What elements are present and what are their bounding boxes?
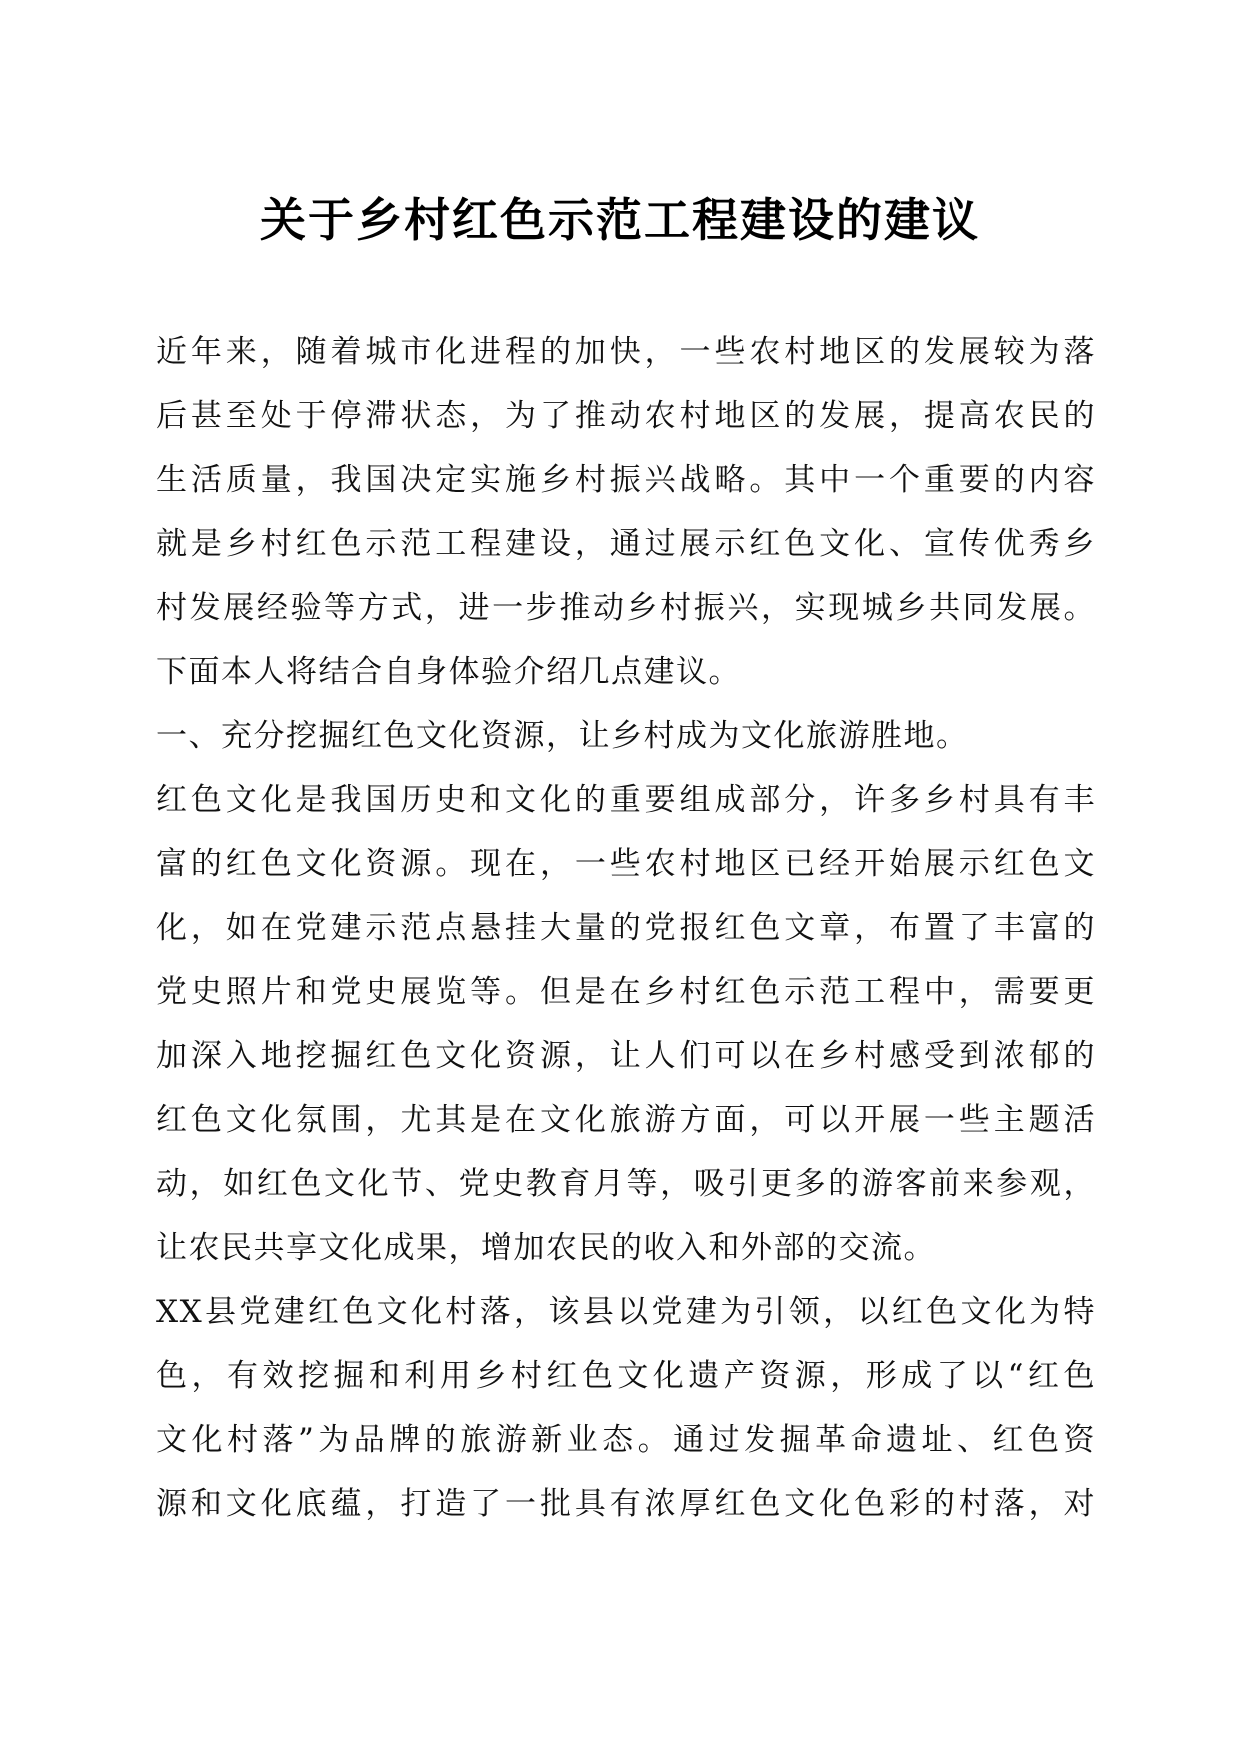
text-line: 文化村落”为品牌的旅游新业态。通过发掘革命遗址、红色资 <box>156 1422 1096 1458</box>
text-line: 红色文化是我国历史和文化的重要组成部分，许多乡村具有丰 <box>156 782 1096 818</box>
text-line: 村发展经验等方式，进一步推动乡村振兴，实现城乡共同发展。 <box>156 590 1096 626</box>
text-line: 后甚至处于停滞状态，为了推动农村地区的发展，提高农民的 <box>156 398 1096 434</box>
text-line: XX县党建红色文化村落，该县以党建为引领，以红色文化为特 <box>156 1294 1096 1330</box>
text-line: 让农民共享文化成果，增加农民的收入和外部的交流。 <box>156 1230 936 1266</box>
document-title: 关于乡村红色示范工程建设的建议 <box>260 193 980 247</box>
text-line: 加深入地挖掘红色文化资源，让人们可以在乡村感受到浓郁的 <box>156 1038 1096 1074</box>
text-line: 富的红色文化资源。现在，一些农村地区已经开始展示红色文 <box>156 846 1096 882</box>
text-line: 源和文化底蕴，打造了一批具有浓厚红色文化色彩的村落，对 <box>156 1486 1096 1522</box>
text-line: 色，有效挖掘和利用乡村红色文化遗产资源，形成了以“红色 <box>156 1358 1096 1394</box>
text-line: 就是乡村红色示范工程建设，通过展示红色文化、宣传优秀乡 <box>156 526 1096 562</box>
text-line: 党史照片和党史展览等。但是在乡村红色示范工程中，需要更 <box>156 974 1096 1010</box>
text-line: 红色文化氛围，尤其是在文化旅游方面，可以开展一些主题活 <box>156 1102 1096 1138</box>
text-line: 动，如红色文化节、党史教育月等，吸引更多的游客前来参观， <box>156 1166 1096 1202</box>
text-line: 下面本人将结合自身体验介绍几点建议。 <box>156 654 741 690</box>
document-body <box>156 320 1096 1536</box>
text-line: 生活质量，我国决定实施乡村振兴战略。其中一个重要的内容 <box>156 462 1096 498</box>
section-heading: 一、充分挖掘红色文化资源，让乡村成为文化旅游胜地。 <box>156 718 969 754</box>
text-line: 化，如在党建示范点悬挂大量的党报红色文章，布置了丰富的 <box>156 910 1096 946</box>
text-line: 近年来，随着城市化进程的加快，一些农村地区的发展较为落 <box>156 334 1096 370</box>
